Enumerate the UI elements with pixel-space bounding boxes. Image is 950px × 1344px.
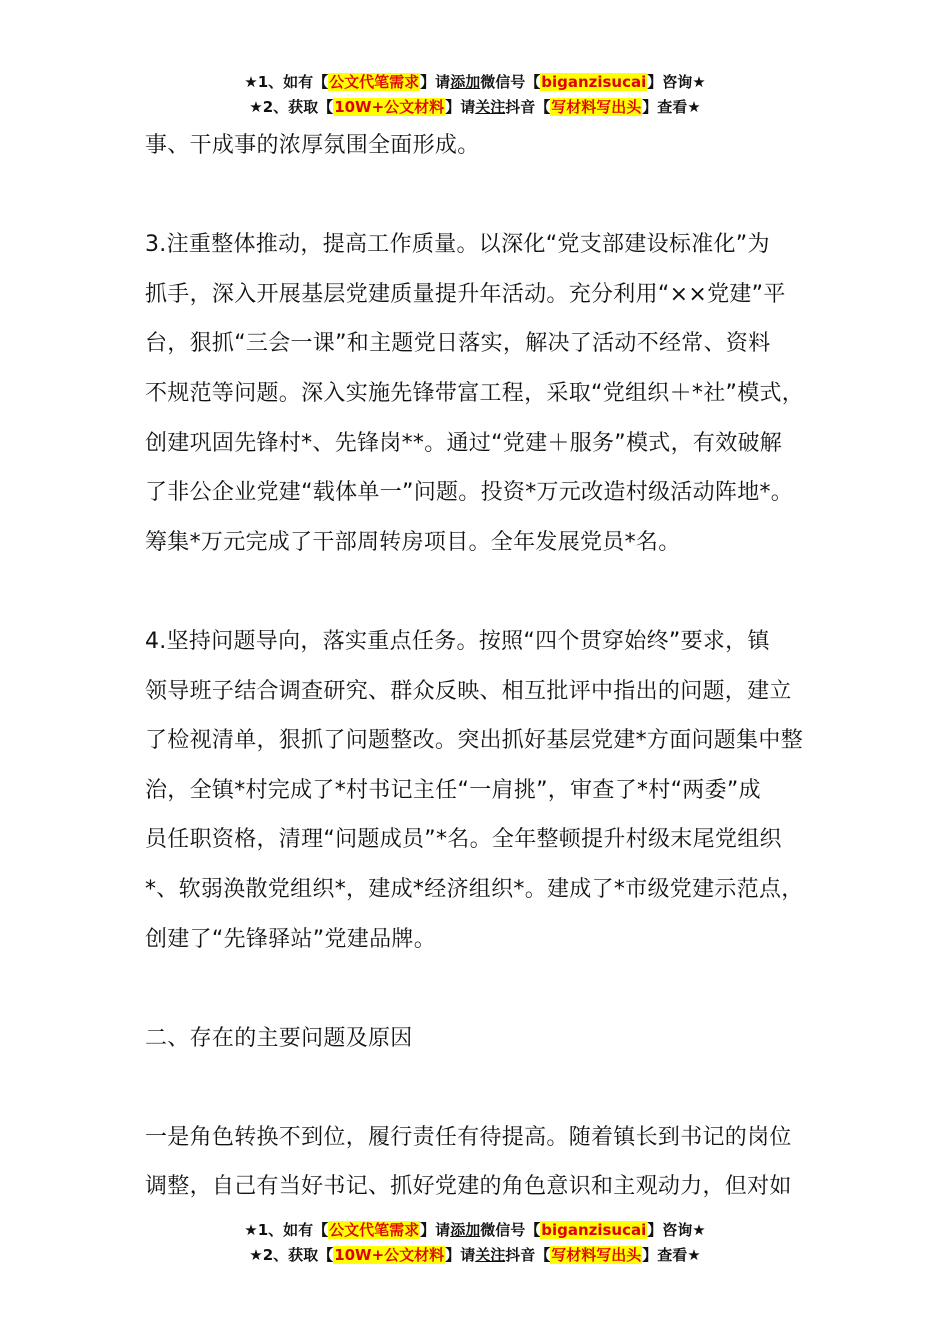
banner-underlined-text: 关注 [475,1246,506,1264]
body-line: 调整，自己有当好书记、抓好党建的角色意识和主观动力，但对如 [145,1174,792,1200]
banner-underlined-text: 添加 [450,73,481,91]
banner-highlight: 公文代笔需求 [329,73,420,91]
footer-banner [0,1218,950,1268]
banner-highlight: 10W+公文材料 [334,98,445,116]
banner-highlight: 公文代笔需求 [329,1221,420,1239]
banner-line-1 [0,1218,950,1243]
banner-line-2 [0,1243,950,1268]
banner-text: 微信号【 [480,1221,541,1239]
banner-text: ★1、如有【 [244,1221,329,1239]
body-line: 一是角色转换不到位，履行责任有待提高。随着镇长到书记的岗位 [145,1124,792,1150]
body-line: 筹集*万元完成了干部周转房项目。全年发展党员*名。 [145,529,681,555]
body-line: 创建巩固先锋村*、先锋岗**。通过“党建＋服务”模式，有效破解 [145,430,783,456]
banner-line-1 [0,70,950,95]
paragraph-gap [145,964,835,1014]
banner-text: 】咨询★ [647,1221,706,1239]
banner-line-2 [0,95,950,120]
banner-text: 】请 [420,73,451,91]
banner-text: 】咨询★ [647,73,706,91]
header-banner [0,70,950,120]
section-heading: 二、存在的主要问题及原因 [145,1025,413,1051]
banner-text: 】请 [445,98,476,116]
banner-text: ★2、获取【 [249,98,334,116]
banner-text: 】查看★ [642,1246,701,1264]
banner-underlined-text: 添加 [450,1221,481,1239]
banner-text: 】查看★ [642,98,701,116]
body-line: 了非公企业党建“载体单一”问题。投资*万元改造村级活动阵地*。 [145,480,794,506]
banner-text: ★2、获取【 [249,1246,334,1264]
body-line: 3.注重整体推动，提高工作质量。以深化“党支部建设标准化”为 [145,232,770,258]
paragraph-gap [145,171,835,221]
banner-text: 抖音【 [505,98,551,116]
body-line: *、软弱涣散党组织*，建成*经济组织*。建成了*市级党建示范点， [145,876,804,902]
banner-underlined-text: 关注 [475,98,506,116]
body-line: 抓手，深入开展基层党建质量提升年活动。充分利用“××党建”平 [145,281,786,307]
banner-text: 微信号【 [480,73,541,91]
body-line: 员任职资格，清理“问题成员”*名。全年整顿提升村级末尾党组织 [145,827,782,853]
body-line: 领导班子结合调查研究、群众反映、相互批评中指出的问题，建立 [145,678,792,704]
paragraph-gap [145,1063,835,1113]
banner-text: 】请 [445,1246,476,1264]
banner-text: 抖音【 [505,1246,551,1264]
banner-highlight: 写材料写出头 [551,1246,642,1264]
banner-highlight: biganzisucai [541,73,647,91]
banner-text: 】请 [420,1221,451,1239]
body-line: 不规范等问题。深入实施先锋带富工程，采取“党组织＋*社”模式， [145,380,805,406]
body-line: 事、干成事的浓厚氛围全面形成。 [145,133,480,158]
body-line: 台，狠抓“三会一课”和主题党日落实，解决了活动不经常、资料 [145,331,771,357]
banner-highlight: 写材料写出头 [551,98,642,116]
body-line: 了检视清单，狠抓了问题整改。突出抓好基层党建*方面问题集中整 [145,728,804,754]
body-line: 治，全镇*村完成了*村书记主任“一肩挑”，审查了*村“两委”成 [145,777,761,803]
paragraph-gap [145,567,835,617]
banner-highlight: 10W+公文材料 [334,1246,445,1264]
document-body [145,121,835,1212]
banner-highlight: biganzisucai [541,1221,647,1239]
banner-text: ★1、如有【 [244,73,329,91]
body-line: 4.坚持问题导向，落实重点任务。按照“四个贯穿始终”要求，镇 [145,628,770,654]
body-line: 创建了“先锋驿站”党建品牌。 [145,926,436,952]
